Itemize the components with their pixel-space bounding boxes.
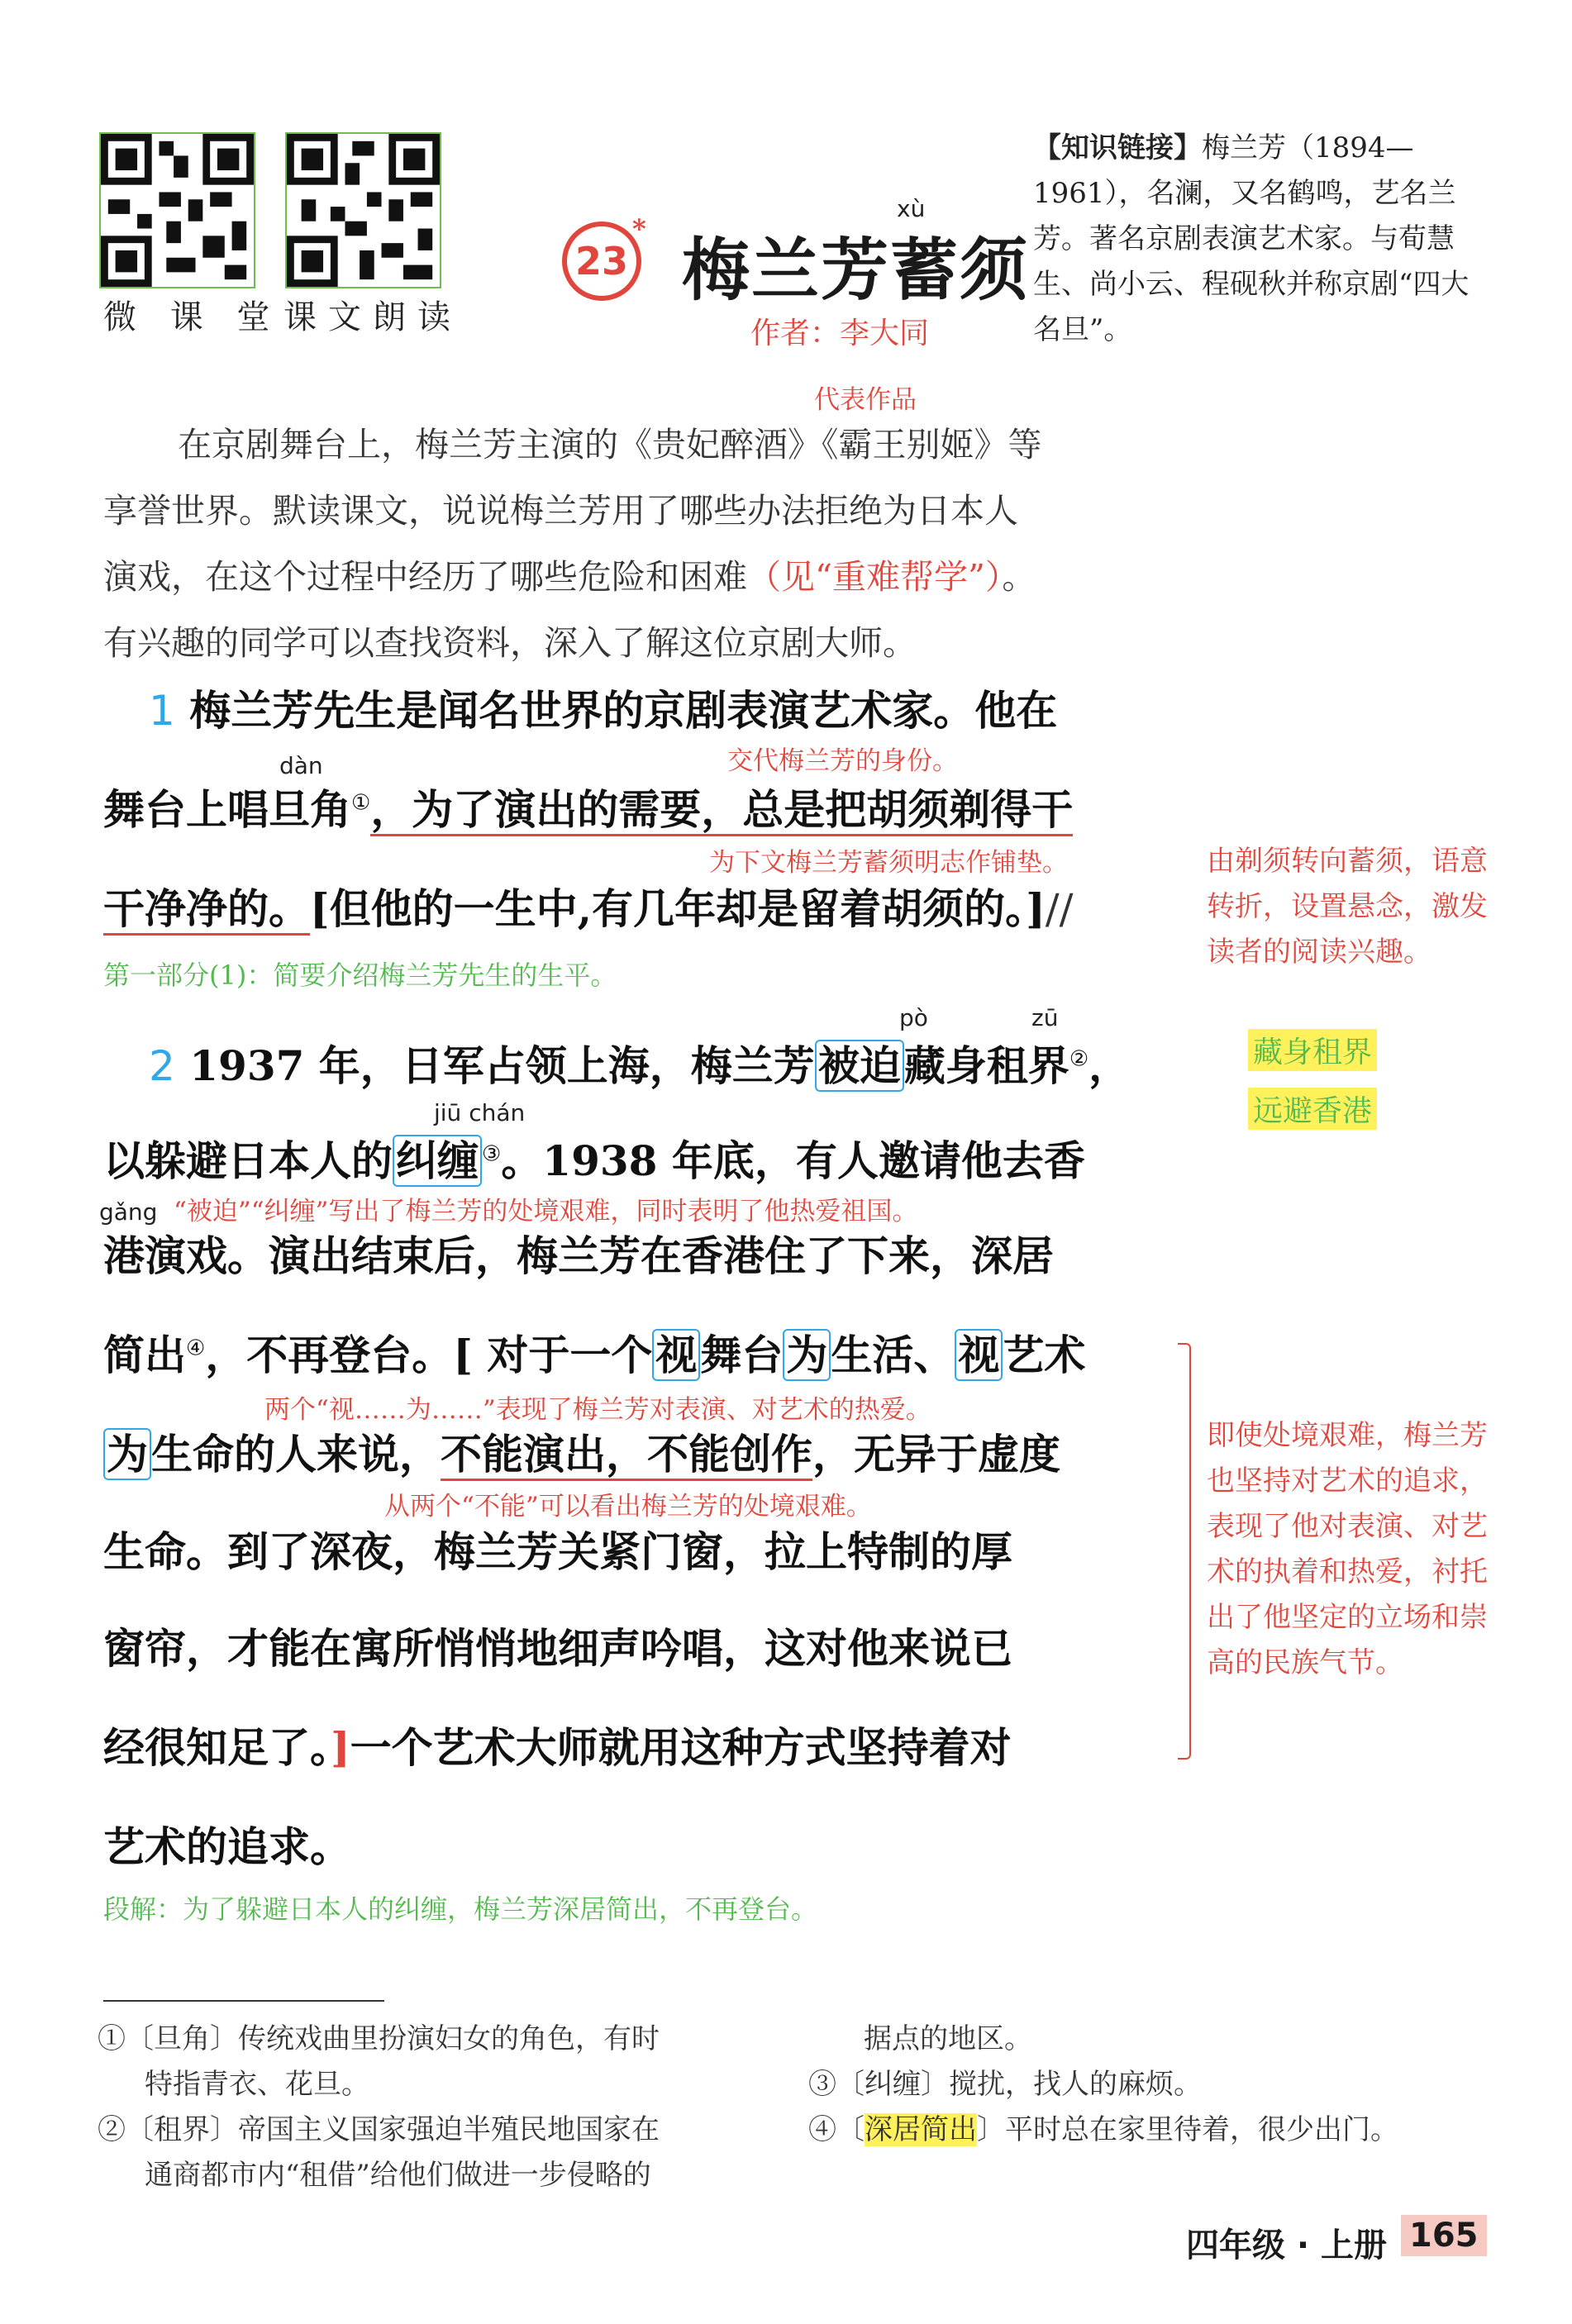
p2-text-5a: 生命的人来说， <box>151 1430 441 1479</box>
side-note-bracket <box>1178 1343 1191 1760</box>
qr-label-text-reading: 课文朗读 <box>283 298 462 336</box>
pinyin-zu: zū <box>1031 1004 1059 1031</box>
intro-line-3: 演戏，在这个过程中经历了哪些危险和困难 <box>103 557 747 597</box>
highlight-hide-in-concession: 藏身租界 <box>1248 1029 1377 1071</box>
footnote-1a: ①〔旦角〕传统戏曲里扮演妇女的角色，有时 <box>98 2022 660 2055</box>
side-note-suspense: 由剃须转向蓄须，语意转折，设置悬念，激发读者的阅读兴趣。 <box>1207 845 1488 969</box>
section-divider-mark: // <box>1045 885 1074 933</box>
p1-annotation-identity: 交代梅兰芳的身份。 <box>727 746 958 776</box>
keyword-as-1: 为 <box>783 1329 831 1381</box>
lesson-star: * <box>632 213 646 245</box>
p1-line-3 <box>103 876 1073 936</box>
p2-text-8b: ] <box>331 1723 350 1772</box>
p2-text-2a: 以躲避日本人的 <box>103 1136 393 1185</box>
keyword-regard-1: 视 <box>652 1329 700 1381</box>
footnote-ref-4[interactable]: ④ <box>186 1336 206 1361</box>
p2-text-5c: ，无异于虚度 <box>812 1430 1060 1479</box>
knowledge-link <box>1033 126 1479 353</box>
intro-line-4: 有兴趣的同学可以查找资料，深入了解这位京剧大师。 <box>103 623 917 663</box>
footnote-2c: 据点的地区。 <box>864 2022 1032 2055</box>
p2-text-1c: ， <box>1088 1041 1131 1090</box>
side-note-steadfast: 即使处境艰难，梅兰芳也坚持对艺术的追求，表现了他对表演、对艺术的执着和热爱，衬托出了他坚定的立场和崇高的民族气节。 <box>1207 1419 1488 1679</box>
footnote-3: ③〔纠缠〕搅扰，找人的麻烦。 <box>808 2068 1202 2101</box>
footnote-2b: 通商都市内“租借”给他们做进一步侵略的 <box>145 2159 651 2192</box>
knowledge-link-text: 梅兰芳（1894—1961），名澜，又名鹤鸣，艺名兰芳。著名京剧表演艺术家。与荀慧生、尚小云、程砚秋并称京剧“四大名旦”。 <box>1033 131 1470 346</box>
p2-line-1 <box>149 1033 1130 1093</box>
p2-text-1a: 1937 年，日军占领上海，梅兰芳 <box>189 1041 815 1090</box>
p2-line-7: 窗帘，才能在寓所悄悄地细声吟唱，这对他来说已 <box>103 1624 1012 1673</box>
intro-text <box>103 412 1169 676</box>
paragraph-summary: 段解：为了躲避日本人的纠缠，梅兰芳深居简出，不再登台。 <box>103 1893 818 1925</box>
p2-line-3: 港演戏。演出结束后，梅兰芳在香港住了下来，深居 <box>103 1231 1054 1280</box>
title-pinyin: xù <box>897 195 926 222</box>
paragraph-number-2: 2 <box>149 1042 175 1090</box>
pinyin-dan: dàn <box>279 752 323 779</box>
keyword-forced: 被迫 <box>815 1040 904 1092</box>
footnote-divider <box>103 2000 384 2002</box>
highlight-avoid-to-hongkong: 远避香港 <box>1248 1088 1377 1130</box>
p2-text-5b: 不能演出，不能创作 <box>441 1430 812 1481</box>
p2-line-4 <box>103 1322 1085 1382</box>
intro-line-2: 享誉世界。默读课文，说说梅兰芳用了哪些办法拒绝为日本人 <box>103 491 1018 531</box>
p1-line-2 <box>103 777 1073 836</box>
footnote-4-highlight: 深居简出 <box>865 2113 977 2146</box>
p2-text-2b: 。1938 年底，有人邀请他去香 <box>501 1136 1085 1185</box>
lesson-number-badge: 23 <box>562 221 641 301</box>
qr-code-text-reading[interactable] <box>285 132 441 288</box>
keyword-entangle: 纠缠 <box>393 1135 482 1187</box>
p2-text-4d: 舞台 <box>700 1331 784 1379</box>
pinyin-po: pò <box>899 1004 928 1031</box>
p1-text-3b: [但他的一生中,有几年却是留着胡须的。] <box>310 884 1046 933</box>
author: 作者：李大同 <box>750 317 930 350</box>
paragraph-number-1: 1 <box>149 687 175 735</box>
p2-text-4e: 生活、 <box>831 1331 955 1379</box>
intro-annotation: 代表作品 <box>814 385 917 415</box>
p2-line-6: 生命。到了深夜，梅兰芳关紧门窗，拉上特制的厚 <box>103 1527 1012 1576</box>
footnote-ref-3[interactable]: ③ <box>482 1141 502 1167</box>
part-one-summary: 第一部分(1)：简要介绍梅兰芳先生的生平。 <box>103 960 617 991</box>
footnote-4 <box>808 2107 1398 2153</box>
p2-annotation-keywords: “被迫”“纠缠”写出了梅兰芳的处境艰难，同时表明了他热爱祖国。 <box>174 1197 918 1226</box>
pinyin-jiuchan: jiū chán <box>434 1099 526 1126</box>
pinyin-gang: gǎng <box>99 1198 158 1226</box>
p1-text-1: 梅兰芳先生是闻名世界的京剧表演艺术家。他在 <box>189 686 1058 735</box>
p2-text-8a: 经很知足了。 <box>103 1723 331 1772</box>
p2-text-4a: 简出 <box>103 1331 186 1379</box>
page-number: 165 <box>1401 2215 1487 2256</box>
qr-code-icon <box>287 134 440 287</box>
qr-label-micro-class: 微 课 堂 <box>103 298 282 336</box>
intro-reference: （见“重难帮学”） <box>747 557 1003 597</box>
p1-line-1 <box>149 678 1057 737</box>
qr-code-micro-class[interactable] <box>99 132 255 288</box>
p2-line-5 <box>103 1422 1060 1481</box>
p1-text-3a: 干净净的。 <box>103 884 310 936</box>
p1-annotation-foreshadow: 为下文梅兰芳蓄须明志作铺垫。 <box>709 848 1068 878</box>
footnote-2a: ②〔租界〕帝国主义国家强迫半殖民地国家在 <box>98 2113 660 2146</box>
page-title: 梅兰芳蓄须 <box>682 231 1030 310</box>
grade-volume: 四年级 · 上册 <box>1186 2226 1388 2264</box>
knowledge-link-label: 【知识链接】 <box>1033 131 1202 164</box>
p2-text-4f: 艺术 <box>1003 1331 1086 1379</box>
p2-line-8 <box>103 1715 1012 1774</box>
footnote-ref-1[interactable]: ① <box>351 790 371 816</box>
p1-text-2b: ，为了演出的需要，总是把胡须剃得干 <box>370 785 1073 836</box>
keyword-regard-2: 视 <box>955 1329 1003 1381</box>
p1-text-2a: 舞台上唱旦角 <box>103 785 351 834</box>
qr-code-icon <box>101 134 254 287</box>
intro-line-1: 在京剧舞台上，梅兰芳主演的《贵妃醉酒》《霸王别姬》等 <box>178 425 1042 464</box>
keyword-as-2: 为 <box>103 1428 151 1480</box>
p2-text-4c: [ 对于一个 <box>453 1331 653 1379</box>
p2-text-1b: 藏身租界 <box>903 1041 1069 1090</box>
p2-annotation-cannot: 从两个“不能”可以看出梅兰芳的处境艰难。 <box>384 1492 872 1522</box>
footnote-4a: ④〔 <box>808 2113 865 2146</box>
p2-line-2 <box>103 1128 1085 1188</box>
p2-annotation-regard-as: 两个“视……为……”表现了梅兰芳对表演、对艺术的热爱。 <box>264 1395 931 1425</box>
p2-text-8c: 一个艺术大师就用这种方式坚持着对 <box>350 1723 1012 1772</box>
footnote-ref-2[interactable]: ② <box>1069 1046 1089 1072</box>
p2-line-9: 艺术的追求。 <box>103 1822 351 1871</box>
footnote-4b: 〕平时总在家里待着，很少出门。 <box>977 2113 1398 2146</box>
footnote-1b: 特指青衣、花旦。 <box>145 2068 369 2101</box>
p2-text-4b: ，不再登台。 <box>205 1331 454 1379</box>
intro-line-3-end: 。 <box>1002 557 1036 597</box>
